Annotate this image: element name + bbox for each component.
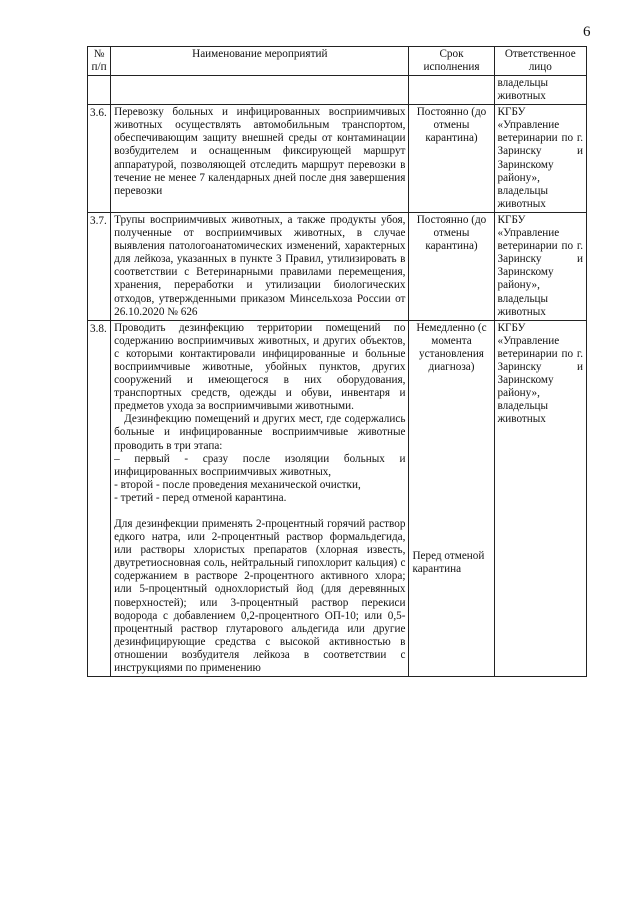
cell-num: 3.8.	[88, 320, 111, 676]
cell-resp: КГБУ «Управление ветеринарии по г. Заринску и Заринскому району», владельцы животных	[494, 320, 586, 676]
cell-num: 3.7.	[88, 212, 111, 320]
cell-term: Постоянно (до отмены карантина)	[409, 105, 494, 213]
cell-term	[409, 320, 494, 676]
term-before-lift: Перед отменой карантина	[412, 550, 485, 576]
cell-term	[409, 76, 494, 105]
page-number: 6	[583, 24, 591, 40]
spacer	[412, 374, 490, 550]
table-header-row	[88, 47, 587, 76]
cell-num	[88, 76, 111, 105]
header-num: № п/п	[88, 47, 111, 76]
cell-name: Перевозку больных и инфицированных восприимчивых животных осуществлять автомобильным транспортом, обеспечивающим защиту внешней среды от контаминации возбудителем и оснащенным фиксирующей маршрут аппаратурой, позволяющей отследить маршрут перевозки в течение не менее 7 календарных дней после дня завершения перевозки	[111, 105, 409, 213]
cell-resp: КГБУ «Управление ветеринарии по г. Заринску и Заринскому району», владельцы животных	[494, 212, 586, 320]
spacer	[114, 505, 405, 518]
cell-name	[111, 320, 409, 676]
list-item: - второй - после проведения механической очистки,	[114, 478, 361, 491]
cell-term: Постоянно (до отмены карантина)	[409, 212, 494, 320]
paragraph: Дезинфекцию помещений и других мест, где содержались больные и инфицированные восприимчивые животные проводить в три этапа:	[114, 413, 406, 452]
paragraph: Для дезинфекции применять 2-процентный горячий раствор едкого натра, или 2-процентный раствор формальдегида, или растворы хлористых препаратов (хлорная известь, двутретиосновная соль, нейтральный гипохлорит кальция) с содержанием в растворе 2-процентного активного хлора; или 5-процентный однохлористый йод (для деревянных поверхностей); или 3-процентный раствор перекиси водорода с добавлением 0,2-процентного ОП-10; или 0,5-процентный раствор глутарового альдегида или другие дезинфицирующие средства с высокой активностью в отношении возбудителя лейкоза в соответствии с инструкциями по применению	[114, 518, 406, 675]
cell-resp: КГБУ «Управление ветеринарии по г. Заринску и Заринскому району», владельцы животных	[494, 105, 586, 213]
header-resp: Ответственное лицо	[494, 47, 586, 76]
table-row-continuation	[88, 76, 587, 105]
list-item: – первый - сразу после изоляции больных и инфицированных восприимчивых животных,	[114, 452, 406, 478]
cell-num: 3.6.	[88, 105, 111, 213]
table-row	[88, 212, 587, 320]
header-term: Срок исполнения	[409, 47, 494, 76]
measures-table	[87, 46, 587, 677]
paragraph: Проводить дезинфекцию территории помещений по содержанию восприимчивых животных, и других объектов, с которыми контактировали инфицированные и больные восприимчивые животные, убойных пунктов, других сооружений и имеющегося в них оборудования, транспортных средств, одежды и обуви, инвентаря и предметов ухода за восприимчивыми животными.	[114, 321, 406, 413]
header-name: Наименование мероприятий	[111, 47, 409, 76]
cell-name: Трупы восприимчивых животных, а также продукты убоя, полученные от восприимчивых животных, в случае выявления патологоанатомических изменений, характерных для лейкоза, указанных в пункте 3 Правил, утилизировать в соответствии с Ветеринарными правилами перемещения, хранения, переработки и утилизации биологических отходов, утвержденными приказом Минсельхоза России от 26.10.2020 № 626	[111, 212, 409, 320]
table-row	[88, 105, 587, 213]
term-immediate: Немедленно (с момента установления диагноза)	[416, 321, 487, 373]
list-item: - третий - перед отменой карантина.	[114, 491, 287, 504]
table-row	[88, 320, 587, 676]
cell-resp: владельцы животных	[494, 76, 586, 105]
cell-name	[111, 76, 409, 105]
